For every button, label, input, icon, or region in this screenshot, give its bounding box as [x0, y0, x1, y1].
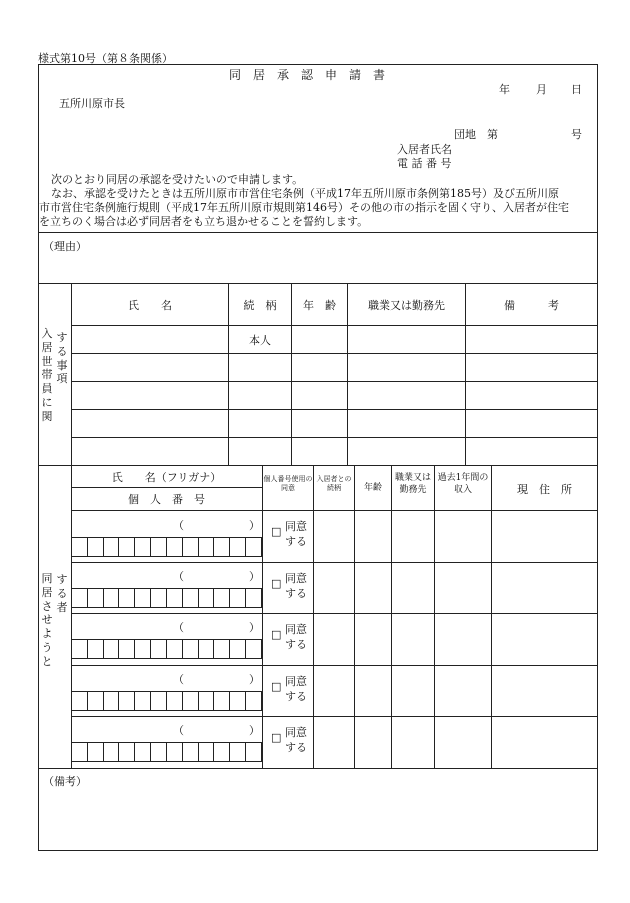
- header-relation: 入居者との続柄: [316, 475, 352, 492]
- personal-number-boxes[interactable]: [71, 588, 262, 608]
- header-age: 年 齢: [292, 284, 348, 326]
- household-relation-self: 本人: [229, 326, 292, 354]
- form-number: 様式第10号（第８条関係）: [38, 52, 173, 65]
- household-note-cell[interactable]: [466, 354, 598, 382]
- consent-checkbox[interactable]: □: [271, 680, 282, 693]
- kana-paren-close: ）: [249, 519, 260, 532]
- kana-paren-open: （: [173, 519, 184, 532]
- personal-number-boxes[interactable]: [71, 742, 262, 762]
- application-form: [38, 64, 598, 851]
- date-month-label: 月: [536, 83, 547, 96]
- household-relation-cell[interactable]: [229, 410, 292, 438]
- header-job: 職業又は勤務先: [348, 284, 466, 326]
- household-note-cell[interactable]: [466, 326, 598, 354]
- kana-paren-open: （: [173, 724, 184, 737]
- addressee: 五所川原市長: [59, 97, 125, 110]
- header-name: 氏 名: [72, 284, 229, 326]
- phone-label: 電 話 番 号: [397, 157, 452, 170]
- header-consent: 個人番号使用の同意: [263, 475, 313, 492]
- body-line-2: なお、承認を受けたときは五所川原市市営住宅条例（平成17年五所川原市条例第185号）及び五所川原: [51, 187, 559, 200]
- header-job: 職業又は勤務先: [395, 473, 432, 495]
- applicant-name-label: 入居者氏名: [397, 143, 452, 156]
- household-name-cell[interactable]: [72, 410, 229, 438]
- household-job-cell[interactable]: [348, 410, 466, 438]
- kana-paren-close: ）: [249, 673, 260, 686]
- household-note-cell[interactable]: [466, 410, 598, 438]
- consent-text: 同意する: [285, 675, 307, 704]
- personal-number-boxes[interactable]: [71, 639, 262, 659]
- cohabitant-side-label-b: する者: [56, 573, 68, 614]
- household-relation-cell[interactable]: [229, 354, 292, 382]
- consent-checkbox[interactable]: □: [271, 577, 282, 590]
- household-note-cell[interactable]: [466, 382, 598, 410]
- household-relation-cell[interactable]: [229, 382, 292, 410]
- consent-text: 同意する: [285, 520, 307, 549]
- header-age: 年齢: [363, 483, 382, 493]
- form-title: 同 居 承 認 申 請 書: [229, 68, 386, 82]
- header-note: 備 考: [466, 284, 598, 326]
- header-relation: 続 柄: [229, 284, 292, 326]
- household-name-cell[interactable]: [72, 326, 229, 354]
- reason-field[interactable]: [99, 250, 579, 278]
- kana-paren-open: （: [173, 621, 184, 634]
- household-table: [71, 283, 598, 466]
- household-job-cell[interactable]: [348, 354, 466, 382]
- household-job-cell[interactable]: [348, 382, 466, 410]
- household-side-label-a: 入居世帯員に関: [41, 327, 53, 423]
- household-age-cell[interactable]: [292, 382, 348, 410]
- consent-checkbox[interactable]: □: [271, 525, 282, 538]
- consent-checkbox[interactable]: □: [271, 628, 282, 641]
- reason-label: （理由）: [43, 240, 87, 253]
- body-line-1: 次のとおり同居の承認を受けたいので申請します。: [51, 173, 304, 186]
- household-relation-cell[interactable]: [229, 438, 292, 466]
- remarks-label: （備考）: [43, 775, 87, 788]
- remarks-field[interactable]: [99, 790, 579, 840]
- household-job-cell[interactable]: [348, 326, 466, 354]
- household-age-cell[interactable]: [292, 354, 348, 382]
- kana-paren-close: ）: [249, 621, 260, 634]
- household-name-cell[interactable]: [72, 438, 229, 466]
- consent-text: 同意する: [285, 726, 307, 755]
- kana-paren-open: （: [173, 673, 184, 686]
- household-age-cell[interactable]: [292, 326, 348, 354]
- header-personal-number: 個 人 番 号: [128, 493, 205, 506]
- personal-number-boxes[interactable]: [71, 537, 262, 557]
- header-address: 現 住 所: [517, 483, 572, 496]
- consent-text: 同意する: [285, 623, 307, 652]
- household-name-cell[interactable]: [72, 354, 229, 382]
- header-income: 過去1年間の収入: [437, 473, 489, 495]
- cohabitant-side-label-a: 同居させようと: [41, 572, 53, 668]
- household-name-cell[interactable]: [72, 382, 229, 410]
- consent-checkbox[interactable]: □: [271, 731, 282, 744]
- household-side-label-b: する事項: [56, 331, 68, 386]
- kana-paren-open: （: [173, 570, 184, 583]
- consent-text: 同意する: [285, 572, 307, 601]
- kana-paren-close: ）: [249, 724, 260, 737]
- household-age-cell[interactable]: [292, 410, 348, 438]
- personal-number-boxes[interactable]: [71, 691, 262, 711]
- household-note-cell[interactable]: [466, 438, 598, 466]
- date-year-label: 年: [499, 83, 510, 96]
- header-name-kana: 氏 名（フリガナ）: [111, 471, 222, 484]
- body-line-4: を立ちのく場合は必ず同居者をも立ち退かせることを誓約します。: [39, 215, 369, 228]
- body-line-3: 市市営住宅条例施行規則（平成17年五所川原市規則第146号）その他の市の指示を固く守り、入居者が住宅: [39, 201, 569, 214]
- kana-paren-close: ）: [249, 570, 260, 583]
- household-job-cell[interactable]: [348, 438, 466, 466]
- housing-number-suffix: 号: [571, 128, 582, 141]
- date-day-label: 日: [571, 83, 582, 96]
- household-age-cell[interactable]: [292, 438, 348, 466]
- housing-label: 団地 第: [454, 128, 498, 141]
